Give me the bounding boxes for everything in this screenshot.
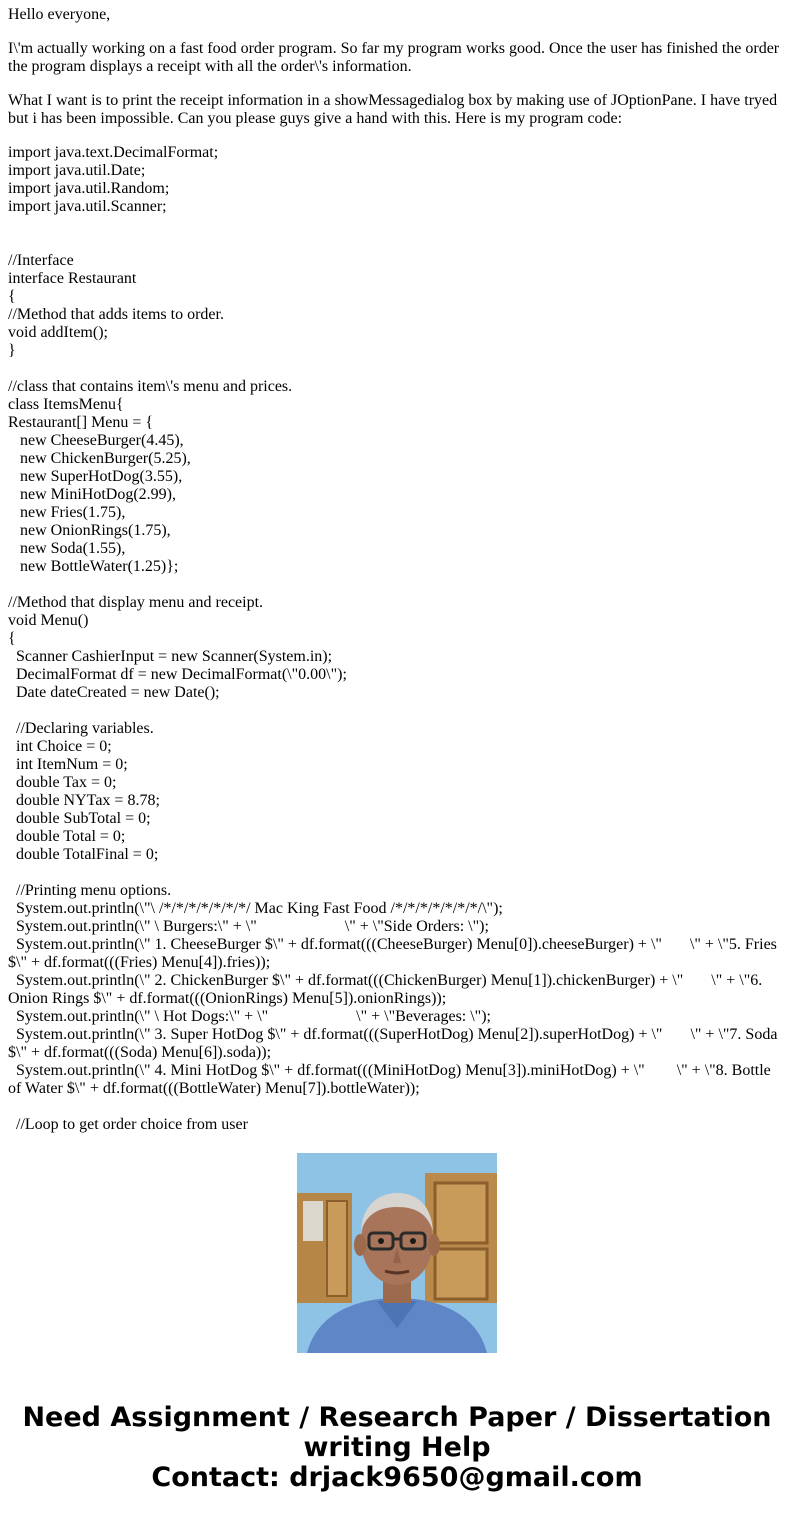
code-line: [8, 1098, 788, 1116]
code-line: import java.util.Date;: [8, 162, 146, 179]
code-line: new ChickenBurger(5.25),: [8, 450, 191, 467]
code-line: new SuperHotDog(3.55),: [8, 468, 183, 485]
code-line: //Loop to get order choice from user: [8, 1116, 248, 1133]
code-line: {: [8, 630, 16, 647]
code-line: new Fries(1.75),: [8, 504, 126, 521]
code-line: }: [8, 342, 16, 359]
code-line: new OnionRings(1.75),: [8, 522, 171, 539]
code-line: [8, 702, 788, 720]
promo-banner: [0, 1403, 794, 1493]
code-line: new Soda(1.55),: [8, 540, 126, 557]
promo-headline: Need Assignment / Research Paper / Dissertation: [22, 1402, 772, 1433]
code-line: double Tax = 0;: [8, 774, 117, 791]
code-line: double TotalFinal = 0;: [8, 846, 159, 863]
code-line: double SubTotal = 0;: [8, 810, 151, 827]
code-line: //Method that display menu and receipt.: [8, 594, 264, 611]
author-avatar: [297, 1153, 497, 1353]
code-line: Scanner CashierInput = new Scanner(System.in);: [8, 648, 333, 665]
code-line: new BottleWater(1.25)};: [8, 558, 179, 575]
code-line: //Printing menu options.: [8, 882, 172, 899]
code-line: System.out.println(\"\ /*/*/*/*/*/*/*/ Mac King Fast Food /*/*/*/*/*/*/*/\");: [8, 900, 503, 917]
code-line: //Method that adds items to order.: [8, 306, 224, 323]
code-line: System.out.println(\" 4. Mini HotDog $\" + df.format(((MiniHotDog) Menu[3]).miniHotDog) + \" \" + \"8. Bottle of Water $\" + df.format(((BottleWater) Menu[7]).bottleWater));: [8, 1062, 775, 1097]
code-line: double Total = 0;: [8, 828, 126, 845]
code-line: System.out.println(\" \ Hot Dogs:\" + \" \" + \"Beverages: \");: [8, 1008, 491, 1025]
code-line: class ItemsMenu{: [8, 396, 124, 413]
code-line: void Menu(): [8, 612, 89, 629]
code-listing: [8, 144, 788, 1134]
code-line: [8, 234, 788, 252]
code-line: //Interface: [8, 252, 74, 269]
code-line: {: [8, 288, 16, 305]
code-line: Date dateCreated = new Date();: [8, 684, 220, 701]
code-line: System.out.println(\" 3. Super HotDog $\" + df.format(((SuperHotDog) Menu[2]).superHotDog) + \" \" + \"7. Soda $\" + df.format(((Soda) Menu[6]).soda));: [8, 1026, 782, 1061]
code-line: [8, 576, 788, 594]
code-line: System.out.println(\" 2. ChickenBurger $\" + df.format(((ChickenBurger) Menu[1]).chickenBurger) + \" \" + \"6. Onion Rings $\" + df.format(((OnionRings) Menu[5]).onionRings));: [8, 972, 767, 1007]
post-greeting: Hello everyone,: [8, 6, 111, 23]
post-paragraph-request: What I want is to print the receipt information in a showMessagedialog box by making use of JOptionPane. I have tryed but i has been impossible. Can you please guys give a hand with this. Here is my program code:: [8, 92, 778, 127]
code-line: void addItem();: [8, 324, 108, 341]
code-line: Restaurant[] Menu = {: [8, 414, 154, 431]
code-line: [8, 360, 788, 378]
code-line: double NYTax = 8.78;: [8, 792, 160, 809]
code-line: import java.util.Scanner;: [8, 198, 167, 215]
code-line: System.out.println(\" \ Burgers:\" + \" \" + \"Side Orders: \");: [8, 918, 489, 935]
code-line: new CheeseBurger(4.45),: [8, 432, 184, 449]
promo-subheadline: writing Help: [303, 1432, 491, 1463]
code-line: import java.text.DecimalFormat;: [8, 144, 219, 161]
code-line: [8, 216, 788, 234]
question-post: [8, 6, 788, 1133]
code-line: import java.util.Random;: [8, 180, 170, 197]
post-paragraph-intro: I\'m actually working on a fast food order program. So far my program works good. Once the user has finished the order the program displays a receipt with all the order\'s information.: [8, 40, 780, 75]
code-line: new MiniHotDog(2.99),: [8, 486, 176, 503]
code-line: DecimalFormat df = new DecimalFormat(\"0.00\");: [8, 666, 347, 683]
code-line: //Declaring variables.: [8, 720, 154, 737]
code-line: int ItemNum = 0;: [8, 756, 128, 773]
code-line: //class that contains item\'s menu and prices.: [8, 378, 293, 395]
code-line: interface Restaurant: [8, 270, 137, 287]
code-line: System.out.println(\" 1. CheeseBurger $\" + df.format(((CheeseBurger) Menu[0]).cheeseBurger) + \" \" + \"5. Fries $\" + df.format(((Fries) Menu[4]).fries));: [8, 936, 781, 971]
person-portrait-icon: [297, 1153, 497, 1353]
promo-contact: Contact: drjack9650@gmail.com: [151, 1462, 643, 1493]
code-line: int Choice = 0;: [8, 738, 112, 755]
code-line: [8, 864, 788, 882]
